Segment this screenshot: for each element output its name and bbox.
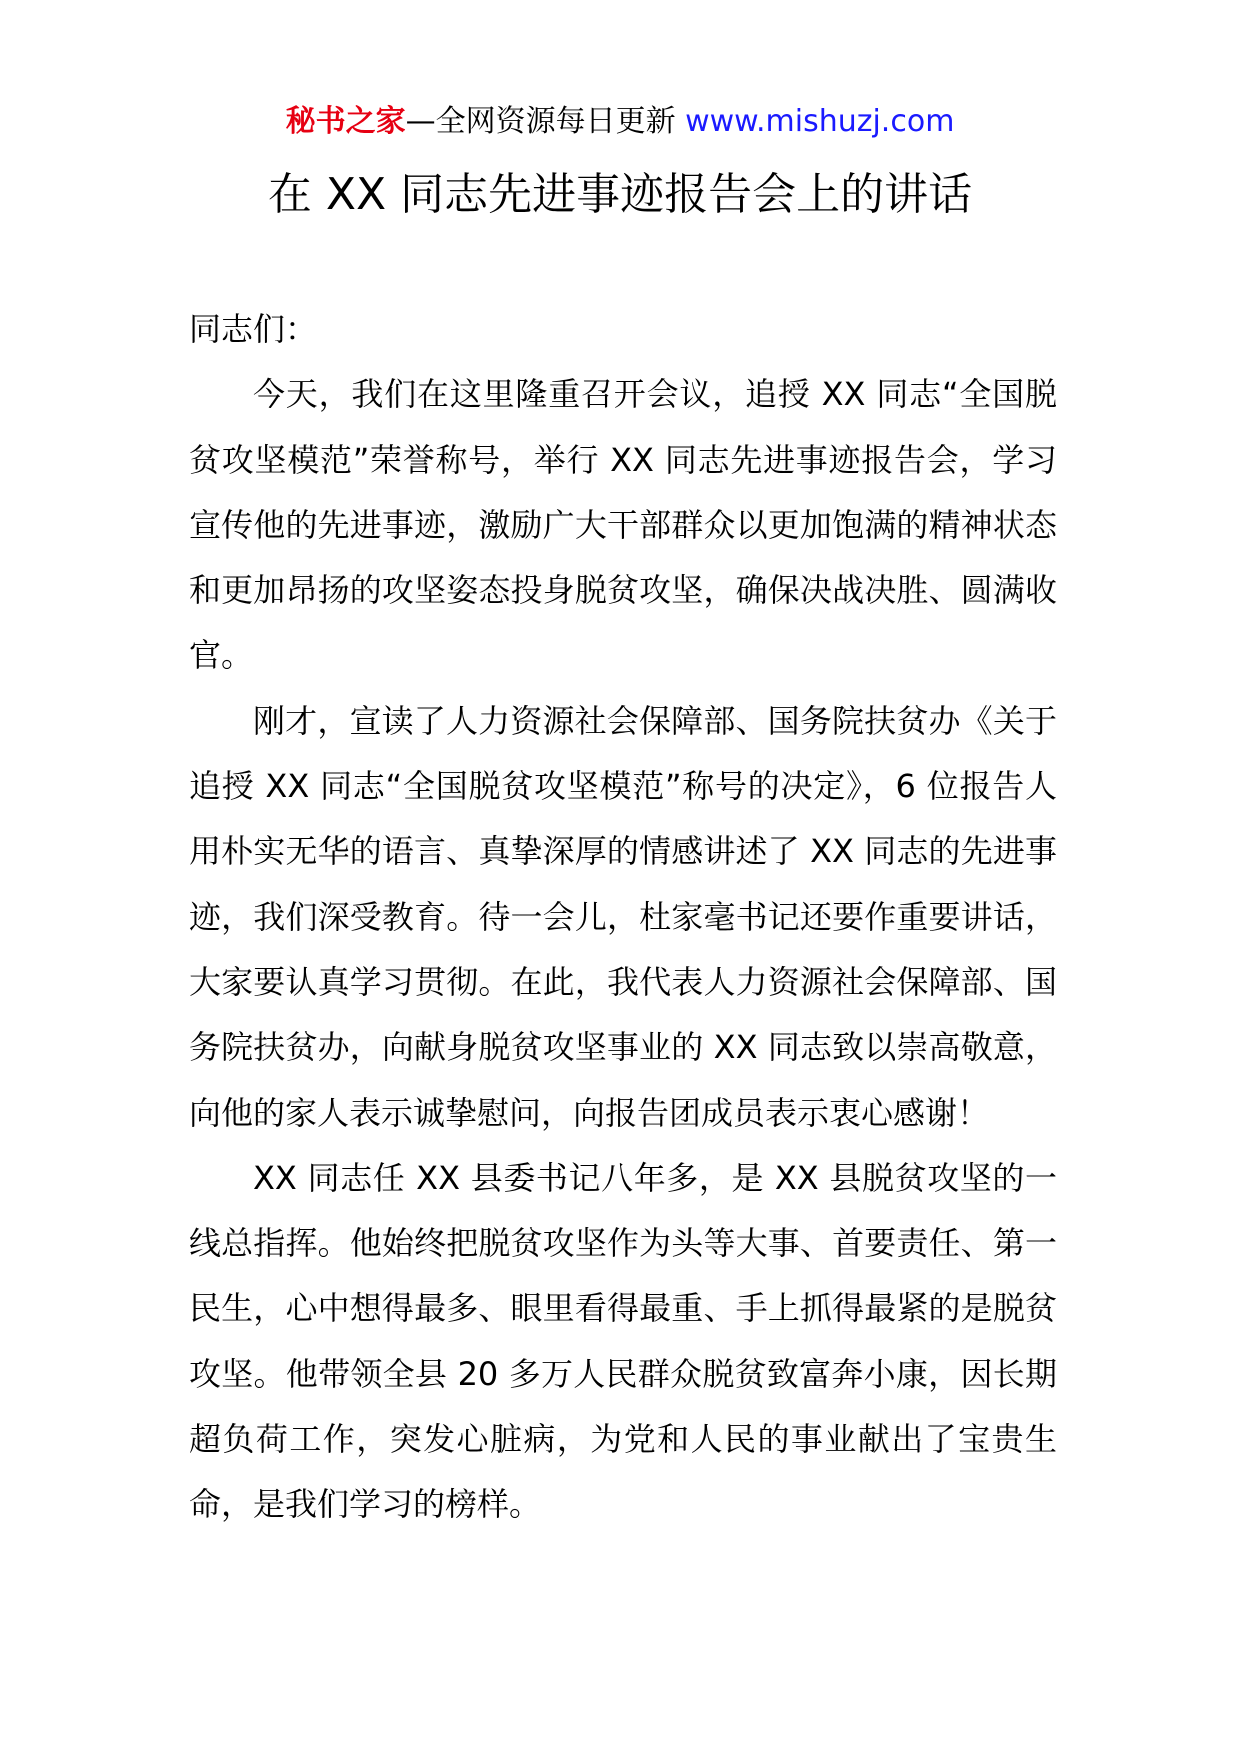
- paragraph-2: 刚才，宣读了人力资源社会保障部、国务院扶贫办《关于追授 XX 同志“全国脱贫攻坚模范”称号的决定》，6 位报告人用朴实无华的语言、真挚深厚的情感讲述了 XX 同志的先进事迹，我们深受教育。待一会儿，杜家毫书记还要作重要讲话，大家要认真学习贯彻。在此，我代表人力资源社会保障部、国务院扶贫办，向献身脱贫攻坚事业的 XX 同志致以崇高敬意，向他的家人表示诚挚慰问，向报告团成员表示衷心感谢！: [189, 701, 1057, 1132]
- site-url-link[interactable]: www.mishuzj.com: [675, 104, 955, 139]
- salutation: 同志们：: [189, 310, 318, 348]
- site-slogan: —全网资源每日更新: [405, 104, 676, 139]
- document-title: 在 XX 同志先进事迹报告会上的讲话: [267, 169, 973, 220]
- paragraph-1: 今天，我们在这里隆重召开会议，追授 XX 同志“全国脱贫攻坚模范”荣誉称号，举行 XX 同志先进事迹报告会，学习宣传他的先进事迹，激励广大干部群众以更加饱满的精神状态和更加昂扬的攻坚姿态投身脱贫攻坚，确保决战决胜、圆满收官。: [189, 375, 1057, 675]
- paragraph-3: XX 同志任 XX 县委书记八年多，是 XX 县脱贫攻坚的一线总指挥。他始终把脱贫攻坚作为头等大事、首要责任、第一民生，心中想得最多、眼里看得最重、手上抓得最紧的是脱贫攻坚。他带领全县 20 多万人民群众脱贫致富奔小康，因长期超负荷工作，突发心脏病，为党和人民的事业献出了宝贵生命，是我们学习的榜样。: [189, 1158, 1057, 1524]
- site-header: [0, 100, 1240, 144]
- site-brand: 秘书之家: [285, 104, 406, 139]
- document-body: [189, 297, 1057, 1538]
